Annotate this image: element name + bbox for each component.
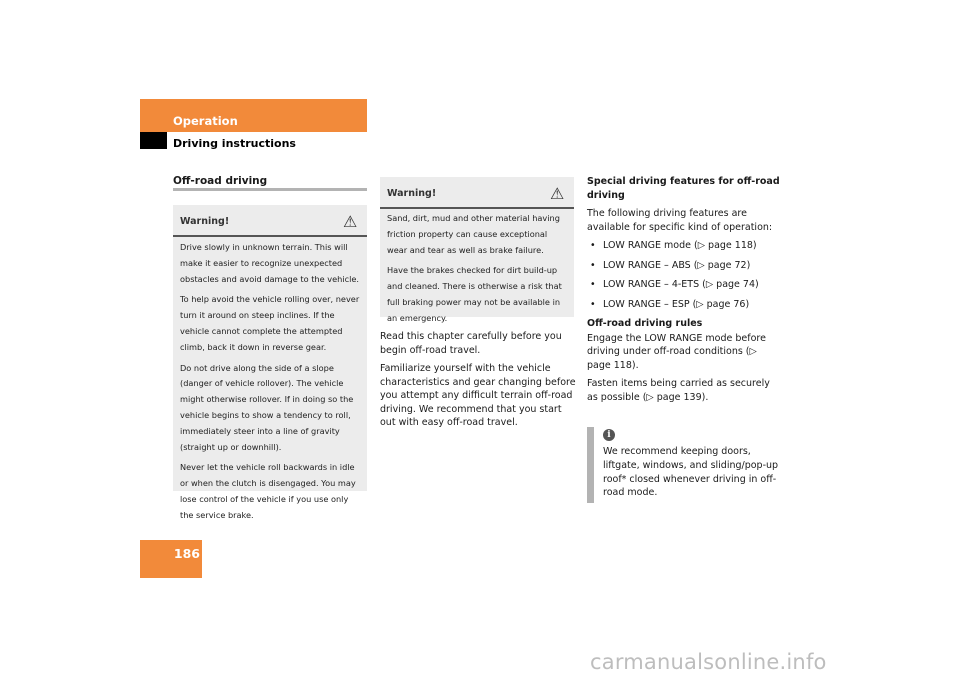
body-paragraph: Read this chapter carefully before you begin off-road travel. [380, 331, 562, 356]
body-paragraph: Familiarize yourself with the vehicle characteristics and gear changing before you attempt any difficult terrain off-road driving. We recommend that you start out with easy off-road travel. [380, 363, 576, 428]
watermark: carmanualsonline.info [590, 650, 827, 674]
rule-paragraph: Fasten items being carried as securely as possible (▷ page 139). [587, 378, 770, 403]
header-marker [140, 132, 167, 149]
warning-paragraph: Do not drive along the side of a slope (danger of vehicle rollover). The vehicle might otherwise rollover. If in doing so the vehicle begins to show a tendency to roll, immediately steer into a line of gravity (straight up or downhill). [180, 362, 354, 452]
section-title: Operation [173, 114, 238, 128]
warning-body [387, 211, 568, 332]
info-note [587, 427, 782, 503]
features-intro: The following driving features are available for specific kind of operation: [587, 208, 773, 233]
features-heading: Special driving features for off-road driving [587, 176, 780, 201]
info-bar [587, 427, 594, 503]
warning-divider [173, 235, 367, 237]
heading-divider [173, 188, 367, 191]
list-item: • LOW RANGE – ESP (▷ page 76) [587, 298, 782, 312]
warning-paragraph: Drive slowly in unknown terrain. This will make it easier to recognize unexpected obstacles and avoid damage to the vehicle. [180, 242, 360, 284]
warning-title: Warning! [387, 188, 437, 199]
rule-paragraph: Engage the LOW RANGE mode before driving under off-road conditions (▷ page 118). [587, 332, 766, 371]
warning-box [380, 177, 574, 323]
page-number: 186 [173, 546, 200, 561]
warning-paragraph: Sand, dirt, mud and other material having friction property can cause exceptional wear and tear as well as brake failure. [387, 213, 560, 255]
warning-body [180, 240, 361, 529]
list-item: • LOW RANGE – ABS (▷ page 72) [587, 259, 782, 273]
info-icon: i [603, 429, 615, 441]
warning-title: Warning! [180, 216, 230, 227]
list-item: • LOW RANGE – 4-ETS (▷ page 74) [587, 278, 782, 292]
info-text: We recommend keeping doors, liftgate, windows, and sliding/pop-up roof* closed whenever driving in off-road mode. [603, 446, 779, 499]
features-list [587, 239, 782, 311]
warning-triangle-icon: ⚠ [550, 184, 565, 203]
warning-paragraph: Have the brakes checked for dirt build-up and cleaned. There is otherwise a risk that full braking power may not be available in an emergency. [387, 265, 562, 323]
list-item: • LOW RANGE mode (▷ page 118) [587, 239, 782, 253]
right-column [587, 175, 782, 409]
warning-paragraph: To help avoid the vehicle rolling over, never turn it around on steep inclines. If the vehicle cannot complete the attempted climb, back it down in reverse gear. [180, 294, 360, 352]
page-heading: Off-road driving [173, 175, 268, 187]
warning-divider [380, 207, 574, 209]
subsection-title: Driving instructions [173, 137, 296, 150]
warning-triangle-icon: ⚠ [343, 212, 358, 231]
warning-paragraph: Never let the vehicle roll backwards in idle or when the clutch is disengaged. You may lose control of the vehicle if you use only the service brake. [180, 462, 356, 520]
intro-text [380, 330, 576, 435]
warning-box [173, 205, 367, 520]
rules-heading: Off-road driving rules [587, 318, 703, 329]
